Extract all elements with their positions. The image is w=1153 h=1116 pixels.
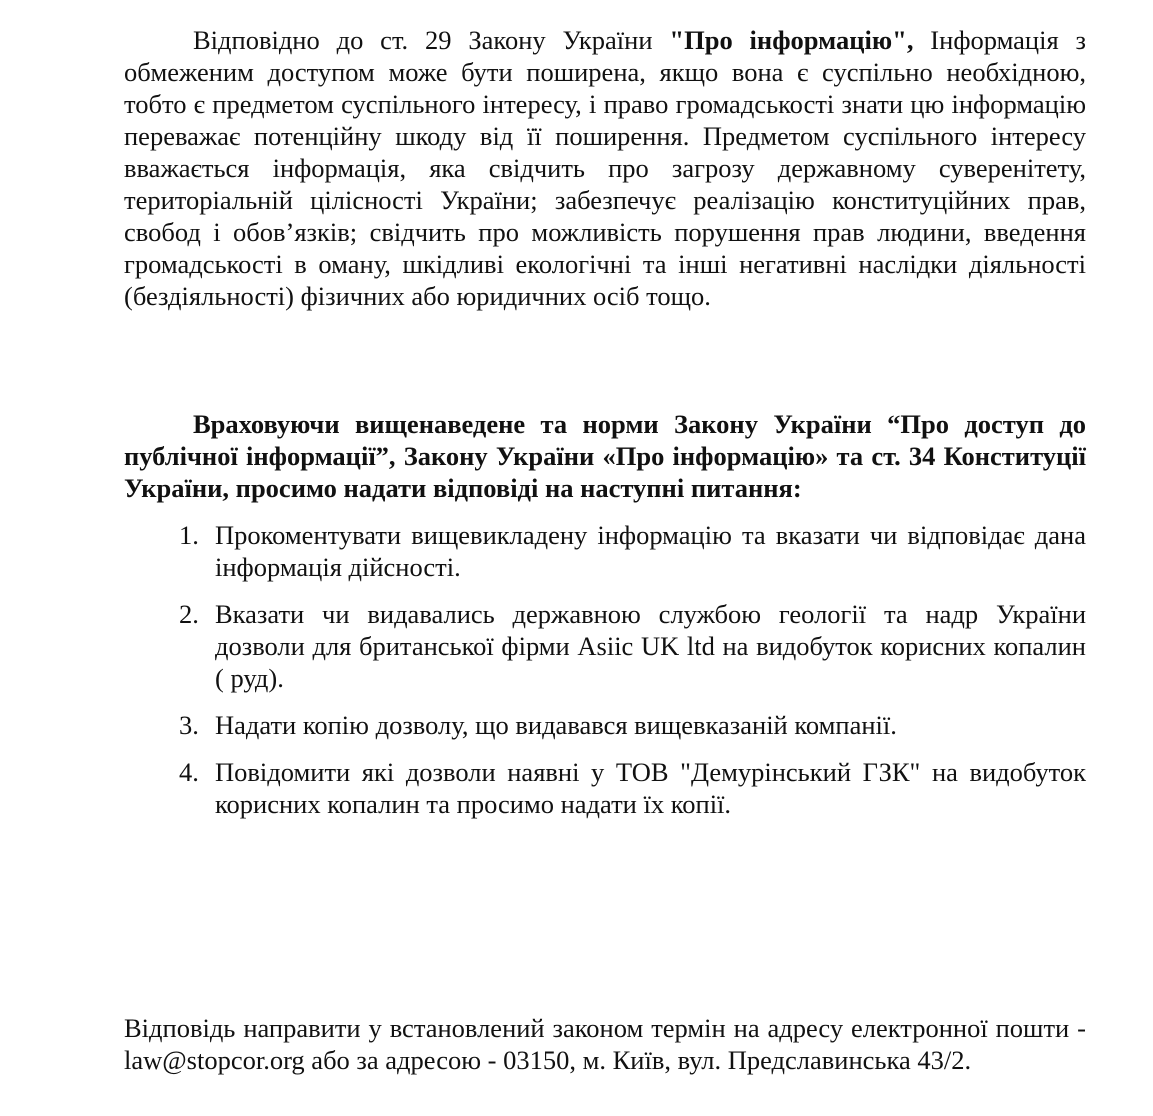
document-page — [124, 24, 1086, 1075]
list-item-number: 2. — [179, 599, 199, 629]
list-item-text: Вказати чи видавались державною службою геології та надр України дозволи для британської фірми Asiic UK ltd на видобуток корисних копалин ( руд). — [215, 599, 1086, 693]
list-item-number: 4. — [179, 757, 199, 787]
list-item — [179, 756, 1086, 820]
list-item — [179, 709, 1086, 741]
request-list — [124, 519, 1086, 820]
list-item-text: Прокоментувати вищевикладену інформацію та вказати чи відповідає дана інформація дійсності. — [215, 520, 1086, 582]
list-item-number: 3. — [179, 710, 199, 740]
list-item-number: 1. — [179, 520, 199, 550]
list-item — [179, 598, 1086, 694]
list-item — [179, 519, 1086, 583]
paragraph-law-on-information — [124, 24, 1086, 312]
paragraph-request-intro: Враховуючи вищенаведене та норми Закону України “Про доступ до публічної інформації”, Закону України «Про інформацію» та ст. 34 Конституції України, просимо надати відповіді на наступні питання: — [124, 409, 1086, 503]
list-item-text: Повідомити які дозволи наявні у ТОВ "Демурінський ГЗК" на видобуток корисних копалин та просимо надати їх копії. — [215, 757, 1086, 819]
list-item-text: Надати копію дозволу, що видавався вищевказаній компанії. — [215, 710, 897, 740]
paragraph-body: Інформація з обмеженим доступом може бути поширена, якщо вона є суспільно необхідною, тобто є предметом суспільного інтересу, і право громадськості знати цю інформацію переважає потенційну шкоду від її поширення. Предметом суспільного інтересу вважається інформація, яка свідчить про загрозу державному суверенітету, територіальній цілісності України; забезпечує реалізацію конституційних прав, свобод і обов’язків; свідчить про можливість порушення прав людини, введення громадськості в оману, шкідливі екологічні та інші негативні наслідки діяльності (бездіяльності) фізичних або юридичних осіб тощо. — [124, 25, 1086, 311]
paragraph-response-address: Відповідь направити у встановлений законом термін на адресу електронної пошти - law@stopcor.org або за адресою - 03150, м. Київ, вул. Предславинська 43/2. — [124, 1013, 1086, 1075]
law-title: "Про інформацію", — [669, 25, 914, 55]
paragraph-intro: Відповідно до ст. 29 Закону України — [193, 25, 670, 55]
